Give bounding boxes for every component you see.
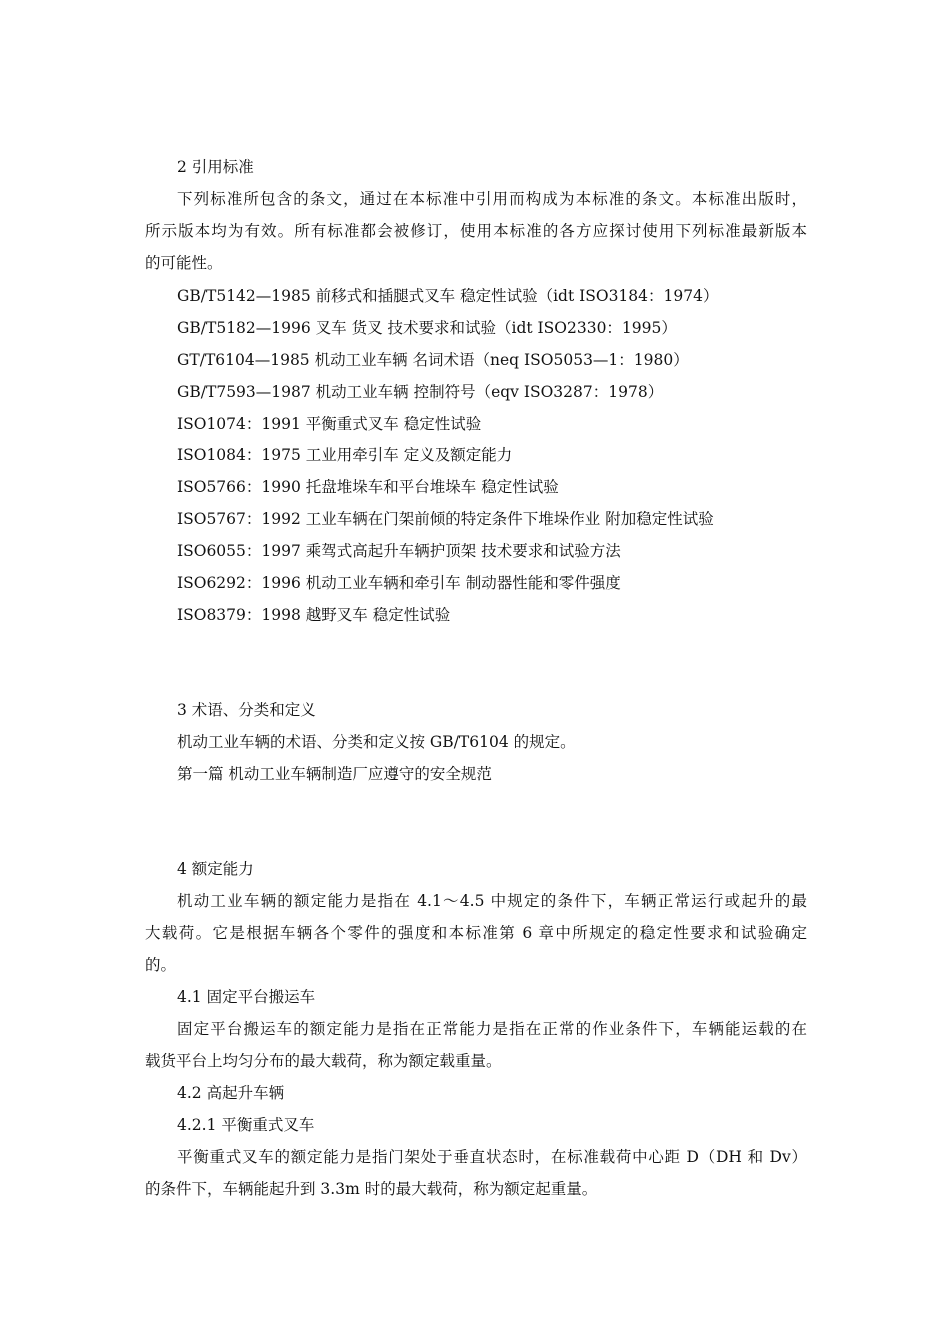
section-4-2-1-para-line-2: 的条件下，车辆能起升到 3.3m 时的最大载荷，称为额定起重量。 xyxy=(145,1180,598,1198)
section-3-text: 机动工业车辆的术语、分类和定义按 GB/T6104 的规定。 xyxy=(177,733,576,751)
reference-item: ISO6055：1997 乘驾式高起升车辆护顶架 技术要求和试验方法 xyxy=(177,542,621,560)
section-2-para-line-2: 所示版本均为有效。所有标准都会被修订，使用本标准的各方应探讨使用下列标准最新版本 xyxy=(145,222,807,240)
section-4-para-line-3: 的。 xyxy=(145,956,177,974)
section-4-para-line-1: 机动工业车辆的额定能力是指在 4.1～4.5 中规定的条件下，车辆正常运行或起升的最 xyxy=(177,892,807,910)
section-4-heading: 4 额定能力 xyxy=(177,860,254,878)
section-3-heading: 3 术语、分类和定义 xyxy=(177,701,316,719)
part-one-title: 第一篇 机动工业车辆制造厂应遵守的安全规范 xyxy=(177,765,492,783)
section-2-para-line-3: 的可能性。 xyxy=(145,254,223,272)
reference-item: GB/T7593—1987 机动工业车辆 控制符号（eqv ISO3287：1978） xyxy=(177,383,664,401)
section-4-2-1-heading: 4.2.1 平衡重式叉车 xyxy=(177,1116,315,1134)
reference-item: ISO5766：1990 托盘堆垛车和平台堆垛车 稳定性试验 xyxy=(177,478,559,496)
section-4-1-para-line-2: 载货平台上均匀分布的最大载荷，称为额定载重量。 xyxy=(145,1052,502,1070)
section-2-heading: 2 引用标准 xyxy=(177,158,254,176)
reference-item: ISO8379：1998 越野叉车 稳定性试验 xyxy=(177,606,451,624)
section-2-para-line-1: 下列标准所包含的条文，通过在本标准中引用而构成为本标准的条文。本标准出版时， xyxy=(177,190,807,208)
reference-item: ISO6292：1996 机动工业车辆和牵引车 制动器性能和零件强度 xyxy=(177,574,621,592)
reference-item: GT/T6104—1985 机动工业车辆 名词术语（neq ISO5053—1：1980） xyxy=(177,351,689,369)
section-4-2-1-para-line-1: 平衡重式叉车的额定能力是指门架处于垂直状态时，在标准载荷中心距 D（DH 和 Dv） xyxy=(177,1148,807,1166)
reference-item: ISO1084：1975 工业用牵引车 定义及额定能力 xyxy=(177,446,513,464)
section-4-2-heading: 4.2 高起升车辆 xyxy=(177,1084,285,1102)
reference-item: ISO1074：1991 平衡重式叉车 稳定性试验 xyxy=(177,415,482,433)
section-4-1-heading: 4.1 固定平台搬运车 xyxy=(177,988,316,1006)
section-4-1-para-line-1: 固定平台搬运车的额定能力是指在正常能力是指在正常的作业条件下，车辆能运载的在 xyxy=(177,1020,807,1038)
reference-item: GB/T5142—1985 前移式和插腿式叉车 稳定性试验（idt ISO3184：1974） xyxy=(177,287,719,305)
reference-item: ISO5767：1992 工业车辆在门架前倾的特定条件下堆垛作业 附加稳定性试验 xyxy=(177,510,714,528)
section-4-para-line-2: 大载荷。它是根据车辆各个零件的强度和本标准第 6 章中所规定的稳定性要求和试验确定 xyxy=(145,924,807,942)
reference-item: GB/T5182—1996 叉车 货叉 技术要求和试验（idt ISO2330：1995） xyxy=(177,319,677,337)
